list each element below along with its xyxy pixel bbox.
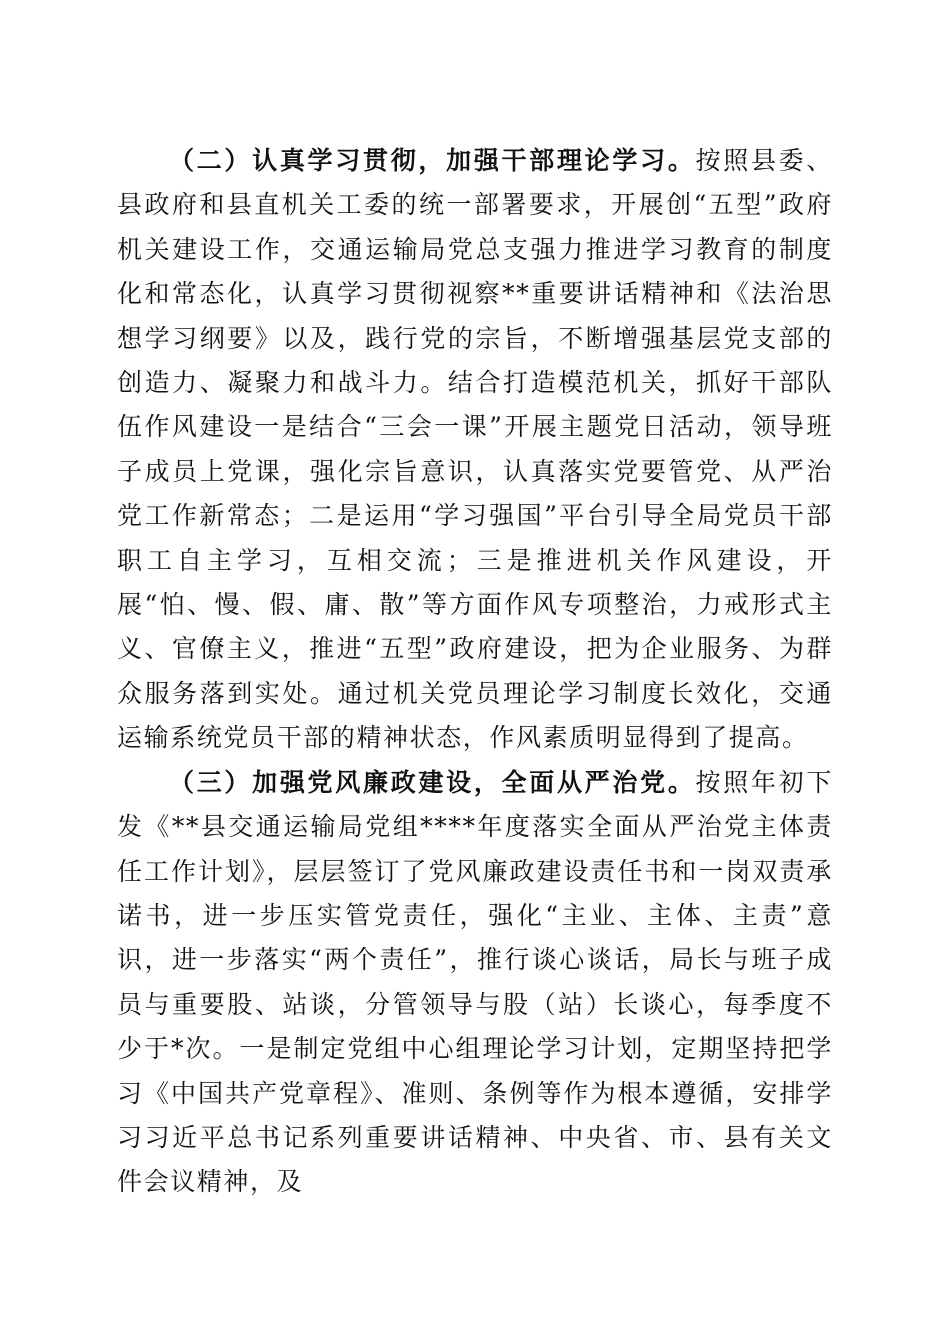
document-body xyxy=(117,139,833,1205)
paragraph-party-conduct xyxy=(117,761,833,1205)
paragraph-heading: （三）加强党风廉政建设，全面从严治党。 xyxy=(169,767,696,797)
paragraph-heading: （二）认真学习贯彻，加强干部理论学习。 xyxy=(169,146,696,175)
paragraph-theory-study xyxy=(117,139,833,761)
paragraph-text: 按照县委、县政府和县直机关工委的统一部署要求，开展创“五型”政府机关建设工作，交通运输局党总支强力推进学习教育的制度化和常态化，认真学习贯彻视察**重要讲话精神和《法治思想学习纲要》以及，践行党的宗旨，不断增强基层党支部的创造力、凝聚力和战斗力。结合打造模范机关，抓好干部队伍作风建设一是结合“三会一课”开展主题党日活动，领导班子成员上党课，强化宗旨意识，认真落实党要管党、从严治党工作新常态；二是运用“学习强国”平台引导全局党员干部职工自主学习，互相交流；三是推进机关作风建设，开展“怕、慢、假、庸、散”等方面作风专项整治，力戒形式主义、官僚主义，推进“五型”政府建设，把为企业服务、为群众服务落到实处。通过机关党员理论学习制度长效化，交通运输系统党员干部的精神状态，作风素质明显得到了提高。 xyxy=(117,146,833,753)
paragraph-text: 按照年初下发《**县交通运输局党组****年度落实全面从严治党主体责任工作计划》，层层签订了党风廉政建设责任书和一岗双责承诺书，进一步压实管党责任，强化“主业、主体、主责”意识，进一步落实“两个责任”，推行谈心谈话，局长与班子成员与重要股、站谈，分管领导与股（站）长谈心，每季度不少于*次。一是制定党组中心组理论学习计划，定期坚持把学习《中国共产党章程》、准则、条例等作为根本遵循，安排学习习近平总书记系列重要讲话精神、中央省、市、县有关文件会议精神，及 xyxy=(117,767,833,1197)
